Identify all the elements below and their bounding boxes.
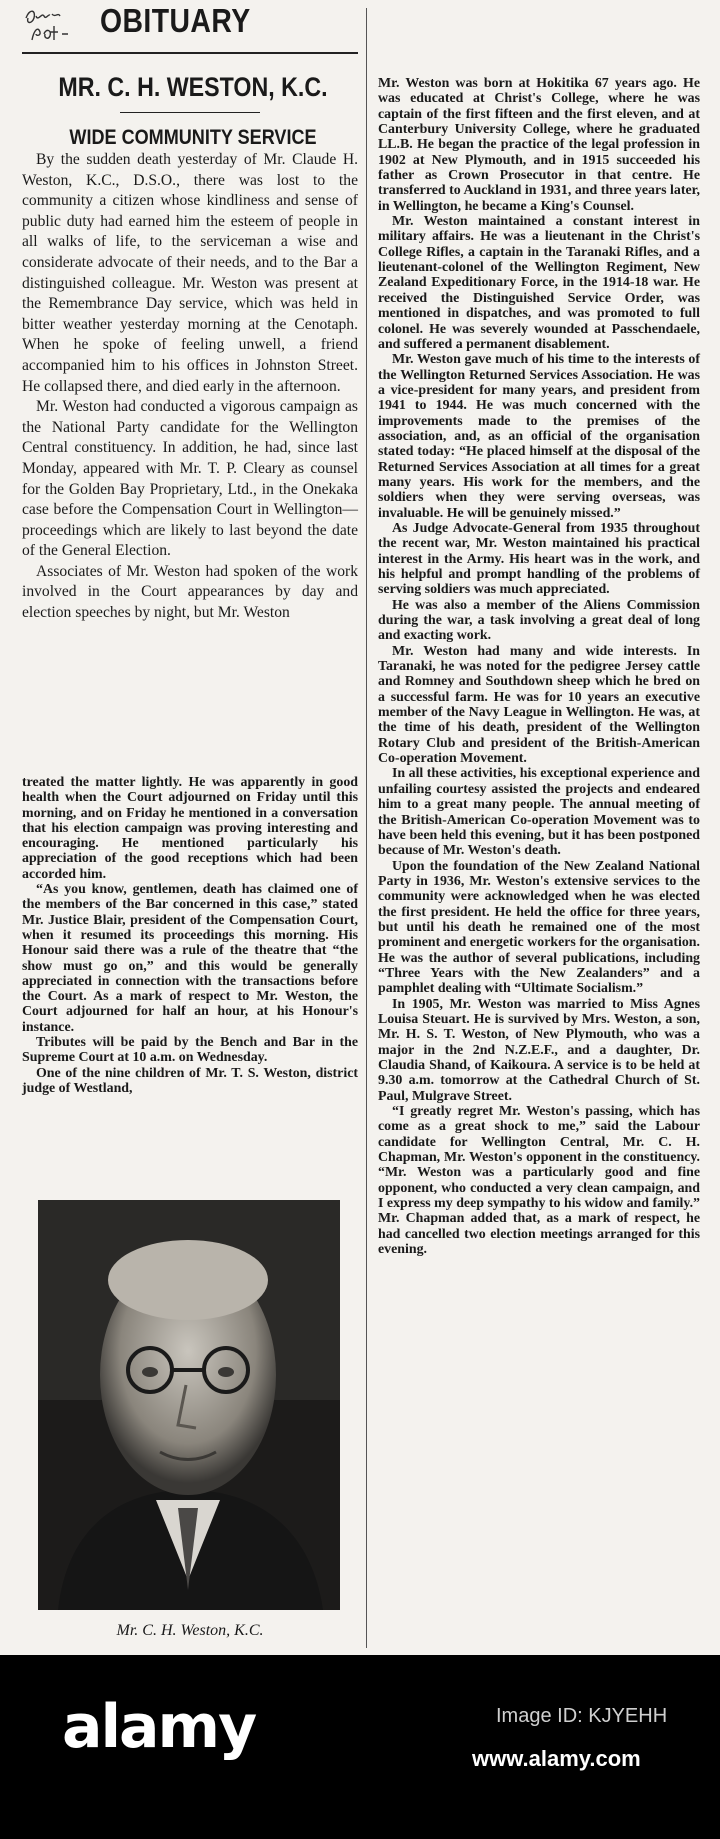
right-column bbox=[378, 76, 700, 1257]
paragraph: “I greatly regret Mr. Weston's passing, which has come as a great shock to me,” said the Labour candidate for Wellington Central, Mr. C. H. Chapman, Mr. Weston's opponent in the constituency. “Mr. Weston was a particularly good and fine opponent, who conducted a very clean campaign, and I express my deep sympathy to his widow and family.” Mr. Chapman added that, as a mark of respect, he had cancelled two election meetings arranged for this evening. bbox=[378, 1104, 700, 1258]
headline: MR. C. H. WESTON, K.C. bbox=[58, 72, 328, 102]
image-id-label: Image ID: KJYEHH bbox=[496, 1705, 668, 1727]
paragraph: Mr. Weston was born at Hokitika 67 years ago. He was educated at Christ's College, where he was captain of the first fifteen and the first eleven, and at Canterbury University College, where he graduated LL.B. He began the practice of the legal profession in 1902 at New Plymouth, and in 1915 succeeded his father as Crown Prosecutor in that centre. He transferred to Auckland in 1931, and three years later, in Wellington, he became a King's Counsel. bbox=[378, 76, 700, 214]
masthead: OBITUARY bbox=[100, 2, 251, 39]
handwritten-note bbox=[22, 4, 92, 44]
column-divider bbox=[366, 8, 367, 1648]
left-column-top bbox=[22, 150, 358, 624]
paragraph: He was also a member of the Aliens Commission during the war, a task involving a great deal of long and exacting work. bbox=[378, 597, 700, 644]
paragraph: By the sudden death yesterday of Mr. Claude H. Weston, K.C., D.S.O., there was lost to the community a citizen whose kindliness and sense of public duty had earned him the esteem of people in all walks of life, to the serviceman a wise and considerate advocate of their needs, and to the Bar a distinguished colleague. Mr. Weston was present at the Remembrance Day service, which was held in bitter weather yesterday morning at the Cenotaph. When he spoke of feeling unwell, a friend accompanied him to his offices in Johnston Street. He collapsed there, and died early in the afternoon. bbox=[22, 151, 358, 395]
paragraph: treated the matter lightly. He was apparently in good health when the Court adjourned on Friday until this morning, and on Friday he mentioned in a conversation that his election campaign was proving interesting and encouraging. He mentioned particularly his appreciation of the good receptions which had been accorded him. bbox=[22, 775, 358, 882]
headline-rule bbox=[120, 112, 260, 113]
source-url: www.alamy.com bbox=[472, 1746, 641, 1771]
paragraph: Mr. Weston maintained a constant interest in military affairs. He was a lieutenant in the Christ's College Rifles, a captain in the Taranaki Rifles, and a lieutenant-colonel of the Wellington Regiment, New Zealand Expeditionary Force, in the 1914-18 war. He received the Distinguished Service Order, was mentioned in dispatches, and was promoted to full colonel. He was severely wounded at Passchendaele, and suffered a permanent disablement. bbox=[378, 214, 700, 352]
paragraph: Mr. Weston had conducted a vigorous campaign as the National Party candidate for the Wellington Central constituency. In addition, he had, since last Monday, appeared with Mr. T. P. Cleary as counsel for the Golden Bay Proprietary, Ltd., in the Onekaka case before the Compensation Court in Wellington—proceedings which are likely to last beyond the date of the General Election. bbox=[22, 398, 358, 560]
paragraph: Mr. Weston had many and wide interests. In Taranaki, he was noted for the pedigree Jersey cattle and Romney and Southdown sheep which he bred on a successful farm. He was for 10 years an executive member of the Navy League in Wellington. He was, at the time of his death, president of the Wellington Rotary Club and president of the British-American Co-operation Movement. bbox=[378, 643, 700, 767]
paragraph: Upon the foundation of the New Zealand National Party in 1936, Mr. Weston's extensive services to the community were acknowledged when he was elected the first president. He held the office for three years, but until his death he remained one of the most prominent and energetic workers for the organisation. He was the author of several publications, including “Three Years with the New Zealanders” and a pamphlet dealing with “Ultimate Socialism.” bbox=[378, 858, 700, 997]
photo-caption: Mr. C. H. Weston, K.C. bbox=[116, 1622, 264, 1639]
paragraph: Mr. Weston gave much of his time to the interests of the Wellington Returned Services Association. He was a vice-president for many years, and president from 1941 to 1944. He was much concerned with the improvements made to the premises of the association, and, as an official of the organisation stated today: “He placed himself at the disposal of the Returned Services Association at all times for a great many years. His work for the members, and the soldiers when they were serving overseas, was invaluable. He will be genuinely missed.” bbox=[378, 352, 700, 521]
paragraph: Associates of Mr. Weston had spoken of the work involved in the Court appearances by day and election speeches by night, but Mr. Weston bbox=[22, 562, 358, 622]
paragraph: “As you know, gentlemen, death has claimed one of the members of the Bar concerned in this case,” stated Mr. Justice Blair, president of the Compensation Court, when it resumed its proceedings this morning. His Honour said there was a rule of the theatre that “the show must go on,” and this would be generally appreciated in connection with the transactions before the Court. As a mark of respect to Mr. Weston, the Court adjourned for half an hour, at his Honour's instance. bbox=[22, 882, 358, 1035]
subheadline: WIDE COMMUNITY SERVICE bbox=[69, 126, 317, 149]
paragraph: In all these activities, his exceptional experience and unfailing courtesy assisted the projects and endeared him to a great many people. The annual meeting of the British-American Co-operation Movement was to have been held this evening, but it has been postponed because of Mr. Weston's death. bbox=[378, 766, 700, 859]
paragraph: One of the nine children of Mr. T. S. Weston, district judge of Westland, bbox=[22, 1065, 358, 1096]
portrait-photo bbox=[38, 1200, 340, 1610]
masthead-rule bbox=[22, 52, 358, 54]
alamy-logo: alamy bbox=[62, 1692, 256, 1762]
paragraph: As Judge Advocate-General from 1935 throughout the recent war, Mr. Weston maintained his practical interest in the Army. His heart was in the work, and his helpful and prompt handling of the problems of serving soldiers was much appreciated. bbox=[378, 520, 700, 598]
paragraph: In 1905, Mr. Weston was married to Miss Agnes Louisa Steuart. He is survived by Mrs. Weston, a son, Mr. H. S. T. Weston, of New Plymouth, who was a major in the 2nd N.Z.E.F., and a daughter, Dr. Claudia Shand, of Kaikoura. A service is to be held at 9.30 a.m. tomorrow at the Cathedral Church of St. Paul, Mulgrave Street. bbox=[378, 996, 700, 1104]
left-column-bottom bbox=[22, 775, 358, 1096]
paragraph: Tributes will be paid by the Bench and Bar in the Supreme Court at 10 a.m. on Wednesday. bbox=[22, 1035, 358, 1066]
